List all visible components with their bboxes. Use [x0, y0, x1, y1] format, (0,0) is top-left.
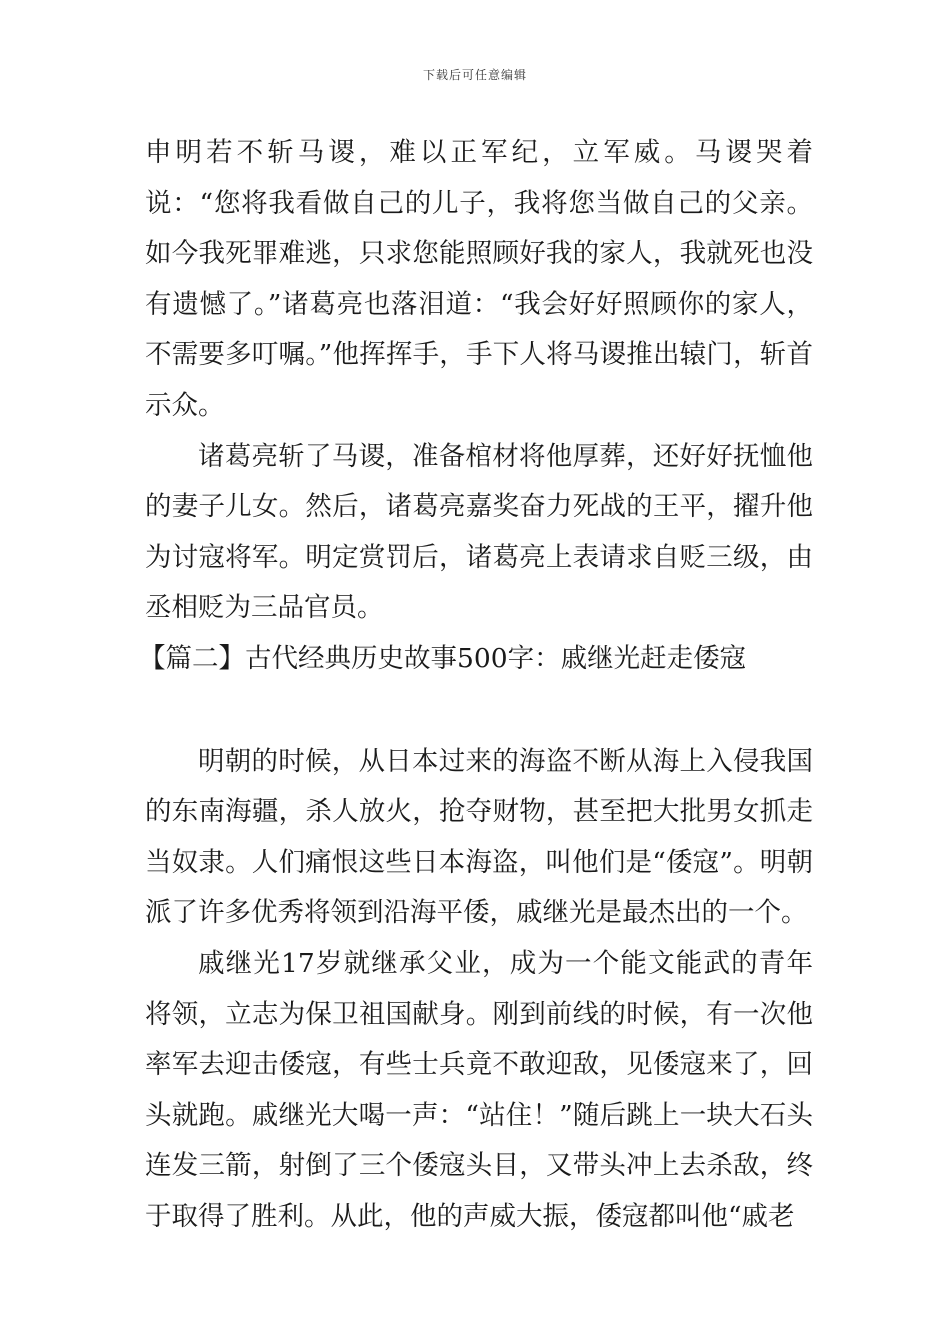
paragraph-wokou-intro: 明朝的时候，从日本过来的海盗不断从海上入侵我国的东南海疆，杀人放火，抢夺财物，甚至把大批男女抓走当奴隶。人们痛恨这些日本海盗，叫他们是“倭寇”。明朝派了许多优秀将领到沿海平倭，戚继光是最杰出的一个。: [145, 745, 813, 929]
blank-line: [145, 685, 813, 737]
paragraph-qi-jiguang: 戚继光17岁就继承父业，成为一个能文能武的青年将领，立志为保卫祖国献身。刚到前线的时候，有一次他率军去迎击倭寇，有些士兵竟不敢迎敌，见倭寇来了，回头就跑。戚继光大喝一声：“站住！”随后跳上一块大石头连发三箭，射倒了三个倭寇头目，又带头冲上去杀敌，终于取得了胜利。从此，他的声威大振，倭寇都叫他“戚老: [145, 947, 813, 1232]
page-header: 下载后可任意编辑: [422, 68, 527, 82]
document-body: [139, 128, 813, 1242]
paragraph-mashu-execution: 申明若不斩马谡，难以正军纪，立军威。马谡哭着说：“您将我看做自己的儿子，我将您当做自己的父亲。如今我死罪难逃，只求您能照顾好我的家人，我就死也没有遗憾了。”诸葛亮也落泪道：“我会好好照顾你的家人，不需要多叮嘱。”他挥挥手，手下人将马谡推出辕门，斩首示众。: [145, 137, 813, 421]
paragraph-zhuge-demotion: 诸葛亮斩了马谡，准备棺材将他厚葬，还好好抚恤他的妻子儿女。然后，诸葛亮嘉奖奋力死战的王平，擢升他为讨寇将军。明定赏罚后，诸葛亮上表请求自贬三级，由丞相贬为三品官员。: [145, 440, 813, 624]
section-heading-part-two: 【篇二】古代经典历史故事500字：戚继光赶走倭寇: [139, 642, 747, 674]
